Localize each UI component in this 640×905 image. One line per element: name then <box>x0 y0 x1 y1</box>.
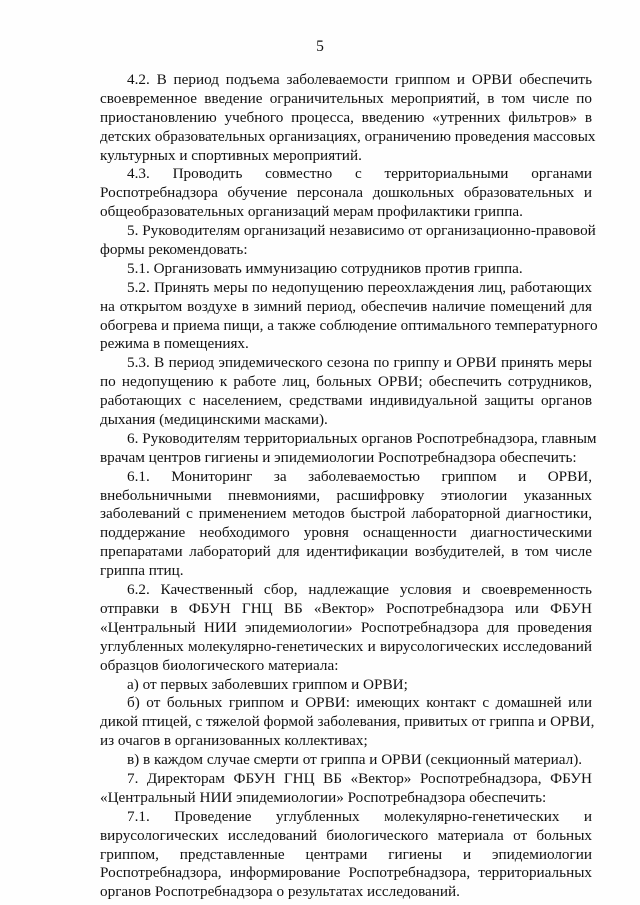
text-line: обогрева и приема пищи, а также соблюдение оптимального температурного <box>100 316 598 334</box>
text-line: по недопущению к работе лиц, больных ОРВИ; обеспечить сотрудников, <box>100 373 592 391</box>
paragraph-5-1 <box>100 260 592 279</box>
text-line: общеобразовательных организаций мерам профилактики гриппа. <box>100 203 523 221</box>
text-line: 4.3. Проводить совместно с территориальными органами <box>127 165 592 183</box>
text-line: 6.2. Качественный сбор, надлежащие условия и своевременность <box>127 581 592 599</box>
text-line: 4.2. В период подъема заболеваемости гриппом и ОРВИ обеспечить <box>127 71 592 88</box>
paragraph-6-1 <box>100 468 592 581</box>
paragraph-7 <box>100 770 592 808</box>
text-line: «Центральный НИИ эпидемиологии» Роспотребнадзора для проведения <box>100 618 592 636</box>
text-line: работающих с населением, средствами индивидуальной защиты органов <box>100 392 592 410</box>
text-line: на открытом воздухе в зимний период, обеспечив наличие помещений для <box>100 297 592 315</box>
text-line: заболеваний с применением методов быстрой лабораторной диагностики, <box>100 505 592 523</box>
paragraph-5-2 <box>100 278 598 355</box>
text-line: врачам центров гигиены и эпидемиологии Роспотребнадзора обеспечить: <box>100 448 577 466</box>
text-line: 5.3. В период эпидемического сезона по гриппу и ОРВИ принять меры <box>127 354 592 372</box>
text-line: «Центральный НИИ эпидемиологии» Роспотребнадзора обеспечить: <box>100 788 547 806</box>
text-line: формы рекомендовать: <box>100 241 248 259</box>
text-line: 7.1. Проведение углубленных молекулярно-генетических и <box>127 807 592 825</box>
text-line: поддержание необходимого уровня оснащенности диагностическими <box>100 524 592 542</box>
text-line: Роспотребнадзора, информирование Роспотребнадзора, территориальных <box>100 864 592 882</box>
text-line: из очагов в организованных коллективах; <box>100 732 368 750</box>
text-line: своевременное введение ограничительных мероприятий, в том числе по <box>100 89 592 107</box>
paragraph-6-2-b <box>100 694 595 751</box>
paragraph-5 <box>100 222 596 260</box>
text-line: дыхания (медицинскими масками). <box>100 411 328 429</box>
paragraph-6-2-a <box>100 676 592 695</box>
paragraph-7-1 <box>100 808 592 902</box>
text-line: б) от больных гриппом и ОРВИ: имеющих контакт с домашней или <box>127 694 592 712</box>
paragraph-6-2 <box>100 581 592 675</box>
text-line: углубленных молекулярно-генетических и вирусологических исследований <box>100 637 592 655</box>
text-line: гриппом, представленные центрами гигиены и эпидемиологии <box>100 845 592 863</box>
paragraph-6 <box>100 429 597 468</box>
document-body <box>100 71 598 902</box>
text-line: дикой птицей, с тяжелой формой заболевания, привитых от гриппа и ОРВИ, <box>100 713 595 731</box>
text-line: отправки в ФБУН ГНЦ ВБ «Вектор» Роспотребнадзора или ФБУН <box>100 599 592 617</box>
paragraph-5-3 <box>100 354 592 430</box>
text-line: гриппа птиц. <box>100 562 184 580</box>
text-line: вирусологических исследований биологического материала от больных <box>100 826 592 844</box>
text-line: образцов биологического материала: <box>100 656 339 674</box>
paragraph-6-2-v <box>100 751 592 770</box>
text-line: Роспотребнадзора обучение персонала дошкольных образовательных и <box>100 184 592 202</box>
text-line: детских образовательных организациях, ограничению проведения массовых <box>100 127 596 145</box>
page-number: 5 <box>316 38 324 55</box>
text-line: 5.1. Организовать иммунизацию сотрудников против гриппа. <box>127 259 523 277</box>
text-line: 5.2. Принять меры по недопущению переохлаждения лиц, работающих <box>127 278 592 296</box>
text-line: внебольничными пневмониями, расшифровку этиологии указанных <box>100 486 592 504</box>
paragraph-4-2 <box>100 71 596 165</box>
text-line: а) от первых заболевших гриппом и ОРВИ; <box>127 675 408 693</box>
text-line: приостановлению учебного процесса, введению «утренних фильтров» в <box>100 108 592 126</box>
text-line: культурных и спортивных мероприятий. <box>100 146 362 164</box>
text-line: 6.1. Мониторинг за заболеваемостью гриппом и ОРВИ, <box>127 467 592 485</box>
text-line: 6. Руководителям территориальных органов Роспотребнадзора, главным <box>127 429 597 447</box>
text-line: 7. Директорам ФБУН ГНЦ ВБ «Вектор» Роспотребнадзора, ФБУН <box>127 769 592 787</box>
text-line: режима в помещениях. <box>100 335 249 353</box>
text-line: в) в каждом случае смерти от гриппа и ОРВИ (секционный материал). <box>127 751 583 769</box>
paragraph-4-3 <box>100 165 592 222</box>
text-line: препаратами лабораторий для идентификации возбудителей, в том числе <box>100 543 592 561</box>
text-line: 5. Руководителям организаций независимо от организационно-правовой <box>127 222 596 240</box>
text-line: органов Роспотребнадзора о результатах исследований. <box>100 883 460 901</box>
